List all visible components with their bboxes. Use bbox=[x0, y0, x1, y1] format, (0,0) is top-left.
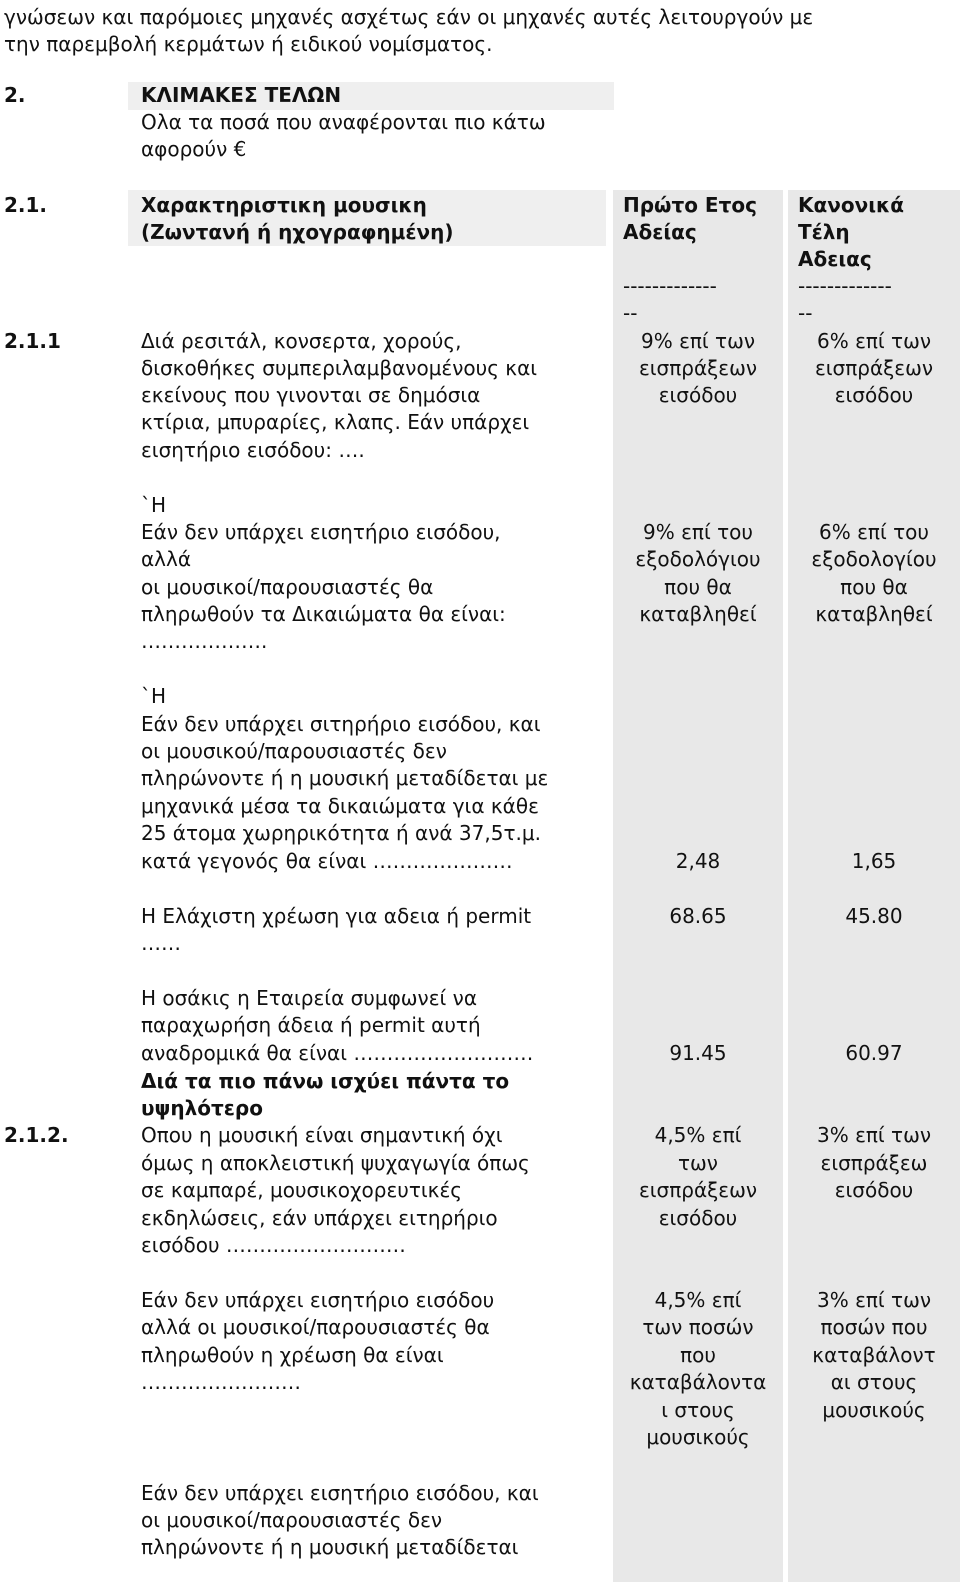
column-rule: -- bbox=[798, 301, 813, 325]
regular-rate: μουσικούς bbox=[822, 1398, 926, 1422]
column-rule: ------------- bbox=[623, 274, 717, 298]
clause-text: αλλά bbox=[141, 547, 192, 571]
regular-fee: 1,65 bbox=[851, 849, 897, 873]
regular-rate: 6% επί του bbox=[819, 520, 929, 544]
first-year-rate: 4,5% επί bbox=[654, 1288, 742, 1312]
first-year-rate: εισόδου bbox=[658, 1206, 738, 1230]
clause-text: οι μουσικοί/παρουσιαστές θα bbox=[141, 575, 434, 599]
clause-text: ………………. bbox=[141, 629, 268, 653]
clause-text: 25 άτομα χωρηρικότητα ή ανά 37,5τ.μ. bbox=[141, 821, 541, 845]
item-text: εισητήριο εισόδου: …. bbox=[141, 438, 365, 462]
item-text: Διά ρεσιτάλ, κονσερτα, χορούς, bbox=[141, 329, 462, 353]
clause-text: πληρώνοντε ή η μουσική μεταδίδεται bbox=[141, 1535, 519, 1559]
item-text: δισκοθήκες συμπεριλαμβανομένους και bbox=[141, 356, 538, 380]
first-year-rate: 4,5% επί bbox=[654, 1123, 742, 1147]
first-year-rate: εισπράξεων bbox=[638, 356, 758, 380]
clause-text: `Η bbox=[141, 493, 167, 517]
clause-text: `Η bbox=[141, 684, 167, 708]
clause-text: …… bbox=[141, 931, 181, 955]
clause-text: πληρωθούν η χρέωση θα είναι bbox=[141, 1343, 444, 1367]
section-note: Ολα τα ποσά που αναφέρονται πιο κάτω bbox=[141, 110, 546, 134]
item-text: όμως η αποκλειστική ψυχαγωγία όπως bbox=[141, 1151, 530, 1175]
subsection-number: 2.1. bbox=[4, 193, 48, 217]
column-rule: ------------- bbox=[798, 274, 892, 298]
first-year-rate: 9% επί του bbox=[643, 520, 753, 544]
emphasis-note: υψηλότερο bbox=[141, 1096, 263, 1120]
regular-fee: 45.80 bbox=[845, 904, 903, 928]
item-number: 2.1.1 bbox=[4, 329, 61, 353]
first-year-rate: μουσικούς bbox=[646, 1425, 750, 1449]
clause-text: Εάν δεν υπάρχει εισητήριο εισόδου, και bbox=[141, 1481, 539, 1505]
regular-rate: ποσών που bbox=[820, 1315, 928, 1339]
regular-header: Τέλη bbox=[798, 220, 850, 244]
item-text: εκδηλώσεις, εάν υπάρχει ειτηρήριο bbox=[141, 1206, 498, 1230]
clause-text: Η οσάκις η Εταιρεία συμφωνεί να bbox=[141, 986, 477, 1010]
first-year-rate: που θα bbox=[664, 575, 732, 599]
regular-rate: εξοδολογίου bbox=[811, 547, 937, 571]
clause-text: αλλά οι μουσικοί/παρουσιαστές θα bbox=[141, 1315, 490, 1339]
clause-text: …………………… bbox=[141, 1370, 301, 1394]
first-year-rate: καταβληθεί bbox=[639, 602, 757, 626]
item-text: σε καμπαρέ, μουσικοχορευτικές bbox=[141, 1178, 462, 1202]
first-year-fee: 2,48 bbox=[675, 849, 721, 873]
regular-header: Αδειας bbox=[798, 247, 872, 271]
section-note: αφορούν € bbox=[141, 137, 247, 161]
item-text: Οπου η μουσική είναι σημαντική όχι bbox=[141, 1123, 503, 1147]
item-text: κτίρια, μπυραρίες, κλαπς. Εάν υπάρχει bbox=[141, 410, 530, 434]
regular-rate: 3% επί των bbox=[816, 1123, 932, 1147]
first-year-rate: 9% επί των bbox=[640, 329, 756, 353]
clause-text: κατά γεγονός θα είναι ………………… bbox=[141, 849, 513, 873]
clause-text: Εάν δεν υπάρχει εισητήριο εισόδου, bbox=[141, 520, 501, 544]
column-rule: -- bbox=[623, 301, 638, 325]
regular-rate: αι στους bbox=[830, 1370, 918, 1394]
regular-rate: 6% επί των bbox=[816, 329, 932, 353]
regular-header: Κανονικά bbox=[798, 193, 904, 217]
first-year-rate: ι στους bbox=[661, 1398, 735, 1422]
intro-line: την παρεμβολή κερμάτων ή ειδικού νομίσματος. bbox=[4, 32, 493, 56]
first-year-header: Πρώτο Ετος bbox=[623, 193, 757, 217]
first-year-rate: εισπράξεων bbox=[638, 1178, 758, 1202]
clause-text: παραχωρήση άδεια ή permit αυτή bbox=[141, 1013, 481, 1037]
regular-rate: καταβληθεί bbox=[815, 602, 933, 626]
regular-rate: καταβάλοντ bbox=[812, 1343, 936, 1367]
regular-rate: που θα bbox=[840, 575, 908, 599]
clause-text: Εάν δεν υπάρχει σιτηρήριο εισόδου, και bbox=[141, 712, 541, 736]
regular-rate: εισόδου bbox=[834, 1178, 914, 1202]
first-year-rate: των ποσών bbox=[642, 1315, 754, 1339]
intro-line: γνώσεων και παρόμοιες μηχανές ασχέτως εάν οι μηχανές αυτές λειτουργούν με bbox=[4, 5, 814, 29]
regular-rate: 3% επί των bbox=[816, 1288, 932, 1312]
regular-fee: 60.97 bbox=[845, 1041, 903, 1065]
clause-text: πληρωθούν τα Δικαιώματα θα είναι: bbox=[141, 602, 506, 626]
first-year-header: Αδείας bbox=[623, 220, 697, 244]
item-text: εισόδου ……………………… bbox=[141, 1233, 406, 1257]
section-number: 2. bbox=[4, 83, 26, 107]
item-text: εκείνους που γινονται σε δημόσια bbox=[141, 383, 481, 407]
clause-text: αναδρομικά θα είναι ……………………… bbox=[141, 1041, 534, 1065]
subsection-title: (Ζωντανή ή ηχογραφημένη) bbox=[141, 220, 454, 244]
first-year-rate: εισόδου bbox=[658, 383, 738, 407]
clause-text: μηχανικά μέσα τα δικαιώματα για κάθε bbox=[141, 794, 539, 818]
first-year-rate: εξοδολόγιου bbox=[635, 547, 761, 571]
first-year-fee: 68.65 bbox=[669, 904, 727, 928]
clause-text: πληρώνοντε ή η μουσική μεταδίδεται με bbox=[141, 766, 549, 790]
section-title: ΚΛΙΜΑΚΕΣ ΤΕΛΩΝ bbox=[141, 83, 342, 107]
subsection-title: Χαρακτηριστικη μουσικη bbox=[141, 193, 427, 217]
first-year-rate: των bbox=[678, 1151, 718, 1175]
first-year-rate: που bbox=[680, 1343, 716, 1367]
regular-rate: εισόδου bbox=[834, 383, 914, 407]
first-year-fee: 91.45 bbox=[669, 1041, 727, 1065]
regular-rate: εισπράξεων bbox=[814, 356, 934, 380]
clause-text: οι μουσικού/παρουσιαστές δεν bbox=[141, 739, 447, 763]
emphasis-note: Διά τα πιο πάνω ισχύει πάντα το bbox=[141, 1069, 510, 1093]
clause-text: οι μουσικοί/παρουσιαστές δεν bbox=[141, 1508, 443, 1532]
regular-rate: εισπράξεω bbox=[820, 1151, 928, 1175]
clause-text: Εάν δεν υπάρχει εισητήριο εισόδου bbox=[141, 1288, 495, 1312]
item-number: 2.1.2. bbox=[4, 1123, 69, 1147]
clause-text: Η Ελάχιστη χρέωση για αδεια ή permit bbox=[141, 904, 532, 928]
first-year-rate: καταβάλοντα bbox=[629, 1370, 767, 1394]
